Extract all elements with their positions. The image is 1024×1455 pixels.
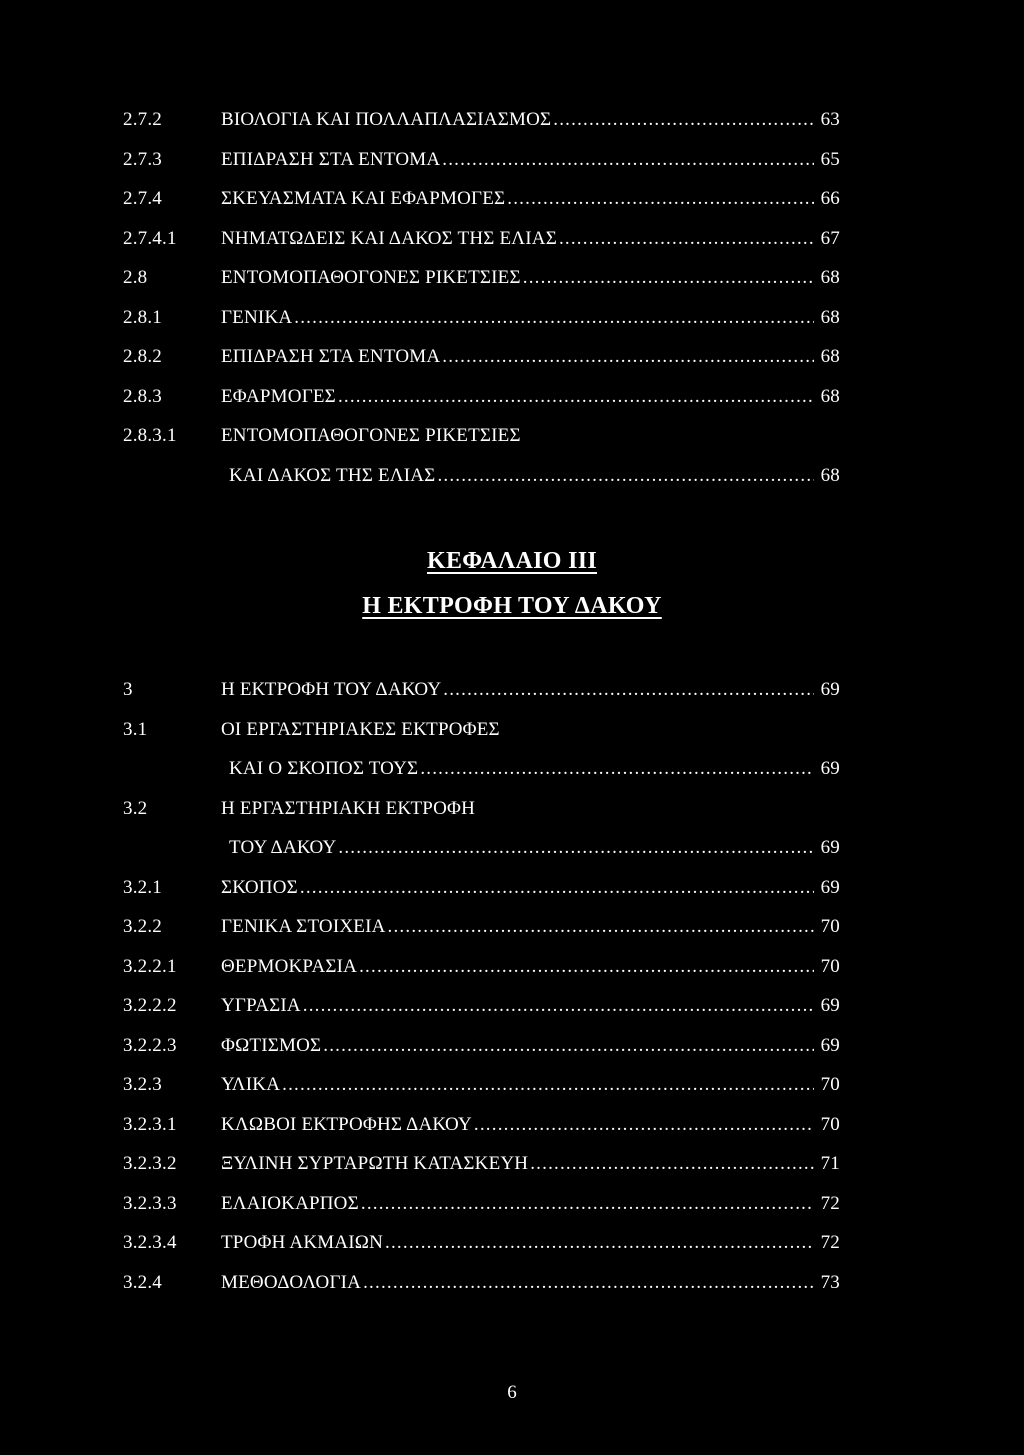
toc-entry-title: ΣΚΟΠΟΣ <box>221 876 298 898</box>
toc-dot-leader <box>338 377 814 417</box>
toc-entry-number: 3.1 <box>123 718 148 740</box>
toc-entry-title: ΥΓΡΑΣΙΑ <box>221 995 301 1016</box>
toc-entry-number: 2.7.3 <box>123 148 162 170</box>
toc-entry <box>123 868 840 908</box>
toc-entry-number: 2.8.1 <box>123 306 162 328</box>
toc-entry-number: 3.2.2.1 <box>123 955 177 977</box>
toc-dot-leader <box>388 907 814 947</box>
toc-entry <box>123 1263 840 1303</box>
toc-entry-title: ΓΕΝΙΚΑ ΣΤΟΙΧΕΙΑ <box>221 916 386 937</box>
toc-dot-leader <box>437 456 814 496</box>
toc-entry-page: 68 <box>820 306 840 328</box>
toc-entry-page: 69 <box>820 995 840 1016</box>
toc-entry-title: ΒΙΟΛΟΓΙΑ ΚΑΙ ΠΟΛΛΑΠΛΑΣΙΑΣΜΟΣ <box>221 109 552 130</box>
page-number: 6 <box>507 1382 517 1403</box>
toc-entry-title: ΞΥΛΙΝΗ ΣΥΡΤΑΡΩΤΗ ΚΑΤΑΣΚΕΥΗ <box>221 1153 529 1174</box>
toc-dot-leader <box>361 1184 814 1224</box>
toc-entry-page: 71 <box>820 1153 840 1174</box>
toc-entry-title: ΓΕΝΙΚΑ <box>221 306 293 328</box>
toc-dot-leader <box>323 1026 814 1066</box>
toc-entry <box>123 670 840 710</box>
toc-entry-number: 3.2.2.3 <box>123 1034 177 1056</box>
toc-entry <box>123 947 840 987</box>
toc-entry <box>123 1026 840 1066</box>
toc-entry <box>123 377 840 417</box>
toc-dot-leader <box>359 947 814 987</box>
toc-dot-leader <box>553 100 814 140</box>
toc-dot-leader <box>443 670 814 710</box>
toc-entry-title: ΚΑΙ ΔΑΚΟΣ ΤΗΣ ΕΛΙΑΣ <box>229 464 436 486</box>
toc-entry-page: 68 <box>820 346 840 367</box>
toc-dot-leader <box>303 986 814 1026</box>
toc-entry-page: 65 <box>820 148 840 170</box>
toc-entry-number: 3.2.3 <box>123 1074 162 1095</box>
toc-entry-title: ΕΠΙΔΡΑΣΗ ΣΤΑ ΕΝΤΟΜΑ <box>221 346 441 367</box>
toc-entry-number: 3.2.1 <box>123 876 162 898</box>
toc-entry <box>123 986 840 1026</box>
toc-dot-leader <box>523 258 814 298</box>
toc-dot-leader <box>363 1263 814 1303</box>
toc-dot-leader <box>338 828 814 868</box>
toc-entry <box>123 1223 840 1263</box>
toc-entry <box>123 710 840 750</box>
toc-entry <box>123 298 840 338</box>
toc-dot-leader <box>559 219 814 259</box>
toc-entry-title: ΕΝΤΟΜΟΠΑΘΟΓΟΝΕΣ ΡΙΚΕΤΣΙΕΣ <box>221 425 521 446</box>
toc-entry-page: 73 <box>820 1271 840 1293</box>
toc-entry <box>123 1184 840 1224</box>
toc-entry-number: 2.8 <box>123 267 148 288</box>
toc-entry-number: 2.7.4 <box>123 188 162 209</box>
toc-entry-title: ΥΛΙΚΑ <box>221 1074 281 1095</box>
toc-entry-title: ΚΑΙ Ο ΣΚΟΠΟΣ ΤΟΥΣ <box>229 758 419 779</box>
toc-dot-leader <box>420 749 814 789</box>
toc-entry-title: ΚΛΩΒΟΙ ΕΚΤΡΟΦΗΣ ΔΑΚΟΥ <box>221 1113 472 1135</box>
toc-entry-number: 3.2.3.1 <box>123 1113 177 1135</box>
toc-entry-page: 72 <box>820 1192 840 1214</box>
toc-entry <box>123 1105 840 1145</box>
toc-dot-leader <box>530 1144 814 1184</box>
toc-entry-page: 63 <box>820 109 840 130</box>
toc-entry-number: 3.2.4 <box>123 1271 162 1293</box>
toc-entry-number: 2.7.4.1 <box>123 227 177 249</box>
toc-entry-title: ΕΠΙΔΡΑΣΗ ΣΤΑ ΕΝΤΟΜΑ <box>221 148 441 170</box>
toc-entry <box>123 828 840 868</box>
toc-dot-leader <box>507 179 814 219</box>
toc-entry-page: 69 <box>820 837 840 858</box>
toc-entry <box>123 258 840 298</box>
toc-entry-number: 3.2.3.3 <box>123 1192 177 1214</box>
toc-entry-title: ΝΗΜΑΤΩΔΕΙΣ ΚΑΙ ΔΑΚΟΣ ΤΗΣ ΕΛΙΑΣ <box>221 227 557 249</box>
toc-entry-page: 68 <box>820 385 840 407</box>
toc-entry <box>123 140 840 180</box>
toc-entry-number: 2.8.3.1 <box>123 425 177 446</box>
toc-entry-number: 2.7.2 <box>123 109 162 130</box>
chapter-heading: ΚΕΦΑΛΑΙΟ III <box>427 548 597 574</box>
toc-entry-page: 68 <box>820 464 840 486</box>
toc-entry-title: ΘΕΡΜΟΚΡΑΣΙΑ <box>221 955 358 977</box>
toc-section-chapter-3 <box>123 670 840 1302</box>
toc-entry-title: Η ΕΚΤΡΟΦΗ ΤΟΥ ΔΑΚΟΥ <box>221 679 442 700</box>
toc-dot-leader <box>294 298 814 338</box>
toc-entry <box>123 1065 840 1105</box>
toc-entry-page: 69 <box>820 758 840 779</box>
toc-entry-title: ΤΡΟΦΗ ΑΚΜΑΙΩΝ <box>221 1232 384 1253</box>
toc-entry-title: ΦΩΤΙΣΜΟΣ <box>221 1034 322 1056</box>
toc-entry <box>123 456 840 496</box>
toc-dot-leader <box>282 1065 814 1105</box>
toc-entry-number: 2.8.3 <box>123 385 162 407</box>
toc-entry <box>123 179 840 219</box>
toc-dot-leader <box>385 1223 814 1263</box>
toc-entry <box>123 1144 840 1184</box>
toc-entry-page: 66 <box>820 188 840 209</box>
toc-dot-leader <box>442 140 814 180</box>
toc-entry-page: 70 <box>820 1074 840 1095</box>
toc-entry-number: 3.2.3.4 <box>123 1232 177 1253</box>
toc-entry <box>123 907 840 947</box>
toc-entry-title: ΕΝΤΟΜΟΠΑΘΟΓΟΝΕΣ ΡΙΚΕΤΣΙΕΣ <box>221 267 521 288</box>
chapter-title: Η ΕΚΤΡΟΦΗ ΤΟΥ ΔΑΚΟΥ <box>362 593 662 619</box>
toc-entry-page: 70 <box>820 916 840 937</box>
toc-entry-title: ΟΙ ΕΡΓΑΣΤΗΡΙΑΚΕΣ ΕΚΤΡΟΦΕΣ <box>221 718 500 740</box>
toc-entry-title: ΣΚΕΥΑΣΜΑΤΑ ΚΑΙ ΕΦΑΡΜΟΓΕΣ <box>221 188 506 209</box>
toc-entry <box>123 416 840 456</box>
toc-section-chapter-2 <box>123 100 840 495</box>
toc-entry <box>123 789 840 829</box>
toc-entry-page: 69 <box>820 1034 840 1056</box>
toc-entry-number: 2.8.2 <box>123 346 162 367</box>
toc-entry-page: 69 <box>820 876 840 898</box>
toc-entry-page: 70 <box>820 955 840 977</box>
toc-entry <box>123 219 840 259</box>
toc-entry-page: 68 <box>820 267 840 288</box>
toc-entry-page: 72 <box>820 1232 840 1253</box>
toc-dot-leader <box>442 337 814 377</box>
toc-entry-number: 3.2.2.2 <box>123 995 177 1016</box>
toc-entry-number: 3.2.2 <box>123 916 162 937</box>
toc-entry-page: 67 <box>820 227 840 249</box>
toc-dot-leader <box>474 1105 814 1145</box>
toc-entry-title: ΕΦΑΡΜΟΓΕΣ <box>221 385 336 407</box>
toc-entry-page: 69 <box>820 679 840 700</box>
toc-entry-title: ΜΕΘΟΔΟΛΟΓΙΑ <box>221 1271 362 1293</box>
toc-entry-number: 3.2.3.2 <box>123 1153 177 1174</box>
toc-entry-page: 70 <box>820 1113 840 1135</box>
toc-entry-title: ΕΛΑΙΟΚΑΡΠΟΣ <box>221 1192 359 1214</box>
toc-entry <box>123 337 840 377</box>
toc-dot-leader <box>300 868 814 908</box>
toc-entry <box>123 749 840 789</box>
toc-entry-title: ΤΟΥ ΔΑΚΟΥ <box>229 837 337 858</box>
toc-entry-number: 3.2 <box>123 797 148 819</box>
toc-entry-number: 3 <box>123 679 133 700</box>
toc-entry <box>123 100 840 140</box>
toc-entry-title: Η ΕΡΓΑΣΤΗΡΙΑΚΗ ΕΚΤΡΟΦΗ <box>221 797 475 819</box>
